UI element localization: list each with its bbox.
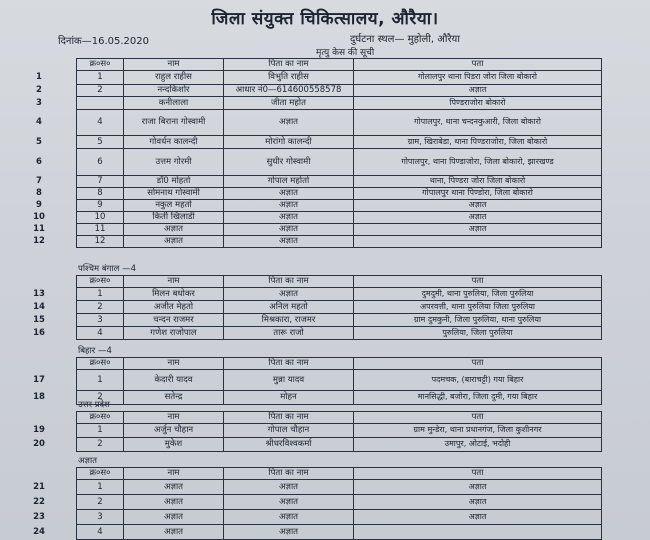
table-section — [76, 456, 602, 540]
name-cell: मिलन बधोकर — [124, 288, 224, 301]
father-cell: अज्ञात — [224, 200, 354, 212]
name-cell: सोमनाथ गोस्वामी — [124, 188, 224, 200]
serial-cell: 3 — [77, 510, 124, 525]
table-row — [77, 212, 602, 224]
address-cell: थाना, पिण्डरा जोरा जिला बोकारो — [354, 176, 602, 188]
row-number: 5 — [36, 136, 42, 147]
column-header-name: नाम — [124, 59, 224, 71]
address-cell: अज्ञात — [354, 495, 602, 510]
table-row — [77, 71, 602, 85]
serial-cell: 1 — [77, 480, 124, 495]
serial-cell: 4 — [77, 110, 124, 136]
serial-cell: 7 — [77, 176, 124, 188]
data-table — [76, 357, 602, 405]
row-number: 23 — [33, 511, 45, 522]
column-header-father: पिता का नाम — [224, 412, 354, 424]
row-number: 11 — [33, 224, 45, 234]
row-number: 20 — [33, 439, 45, 449]
data-table — [76, 467, 602, 540]
table-row — [77, 224, 602, 236]
father-cell: आधार नं0—614600558578 — [224, 85, 354, 97]
address-cell: अज्ञात — [354, 200, 602, 212]
father-cell: विभुति राहीस — [224, 71, 354, 85]
column-header-serial: क्र०स० — [77, 59, 124, 71]
section-label: अज्ञात — [78, 456, 97, 466]
table-header-row — [77, 276, 602, 288]
address-cell: अपरवत्ती, थाना पुरुलिया जिला पुरुलिया — [354, 301, 602, 314]
row-number: 3 — [36, 97, 42, 108]
serial-cell: 8 — [77, 188, 124, 200]
name-cell: डॉ0 मोहतो — [124, 176, 224, 188]
row-number: 13 — [33, 288, 45, 299]
row-number: 17 — [33, 374, 45, 385]
data-table — [76, 58, 602, 248]
address-cell — [354, 236, 602, 248]
name-cell: सतेन्द्र — [124, 391, 224, 405]
table-row — [77, 438, 602, 452]
table-section — [76, 264, 602, 340]
section-label: पश्चिम बंगाल —4 — [78, 264, 137, 274]
address-cell: पदमचक, (बाराचट्टी) गया बिहार — [354, 370, 602, 391]
name-cell: गणेश राजोपाल — [124, 327, 224, 340]
address-cell: अज्ञात — [354, 212, 602, 224]
address-cell: अज्ञात — [354, 480, 602, 495]
table-row — [77, 200, 602, 212]
row-number: 6 — [36, 156, 42, 167]
name-cell: केदारी यादव — [124, 370, 224, 391]
father-cell: अज्ञात — [224, 224, 354, 236]
column-header-address: पता — [354, 59, 602, 71]
father-cell: मोरांगो कालन्दी — [224, 136, 354, 149]
table-row — [77, 327, 602, 340]
father-cell: जीता महोत — [224, 97, 354, 110]
address-cell: अज्ञात — [354, 510, 602, 525]
row-number: 9 — [36, 200, 42, 210]
data-table — [76, 411, 602, 452]
father-cell: सुधीर गोस्वामी — [224, 149, 354, 176]
father-cell: अज्ञात — [224, 236, 354, 248]
address-cell — [354, 525, 602, 540]
column-header-father: पिता का नाम — [224, 468, 354, 480]
table-row — [77, 314, 602, 327]
row-number: 15 — [33, 314, 45, 325]
column-header-serial: क्र०स० — [77, 412, 124, 424]
serial-cell: 1 — [77, 370, 124, 391]
address-cell: गोपालपुर, थाना चन्दनकुआरी, जिला बोकारो — [354, 110, 602, 136]
data-table — [76, 275, 602, 340]
address-cell: पुरुलिया, जिला पुरुलिया — [354, 327, 602, 340]
name-cell: उत्तम गोरमी — [124, 149, 224, 176]
table-row — [77, 424, 602, 438]
father-cell: अज्ञात — [224, 110, 354, 136]
father-cell: श्रीधरविश्वकर्मा — [224, 438, 354, 452]
table-header-row — [77, 59, 602, 71]
serial-cell: 3 — [77, 314, 124, 327]
table-row — [77, 97, 602, 110]
address-cell: गोपालपुर, थाना पिण्डाजोरा, जिला बोकारो, झारखण्ड — [354, 149, 602, 176]
table-section — [76, 58, 602, 248]
column-header-father: पिता का नाम — [224, 276, 354, 288]
serial-cell: 2 — [77, 301, 124, 314]
father-cell: अज्ञात — [224, 212, 354, 224]
address-cell: अज्ञात — [354, 85, 602, 97]
address-cell: उमापुर, ओटाई, भदोही — [354, 438, 602, 452]
row-number: 19 — [33, 425, 45, 435]
address-cell: गोपालपुर थाना पिण्डोरा, जिला बोकारो — [354, 188, 602, 200]
column-header-name: नाम — [124, 358, 224, 370]
father-cell: अज्ञात — [224, 525, 354, 540]
table-row — [77, 495, 602, 510]
serial-cell: 2 — [77, 495, 124, 510]
column-header-name: नाम — [124, 276, 224, 288]
name-cell: राहुल राहीस — [124, 71, 224, 85]
serial-cell: 4 — [77, 525, 124, 540]
column-header-serial: क्र०स० — [77, 276, 124, 288]
column-header-address: पता — [354, 358, 602, 370]
father-cell: अज्ञात — [224, 288, 354, 301]
name-cell: अज्ञात — [124, 480, 224, 495]
father-cell: गोपाल चौहान — [224, 424, 354, 438]
row-number: 2 — [36, 85, 42, 95]
serial-cell: 5 — [77, 136, 124, 149]
address-cell: ग्राम मुन्डेरा, थाना प्रधानगंज, जिला कुशीनगर — [354, 424, 602, 438]
table-row — [77, 149, 602, 176]
table-row — [77, 510, 602, 525]
address-cell: गोलालपुर थाना पिडरा जोरा जिला बोकारो — [354, 71, 602, 85]
serial-cell: 1 — [77, 424, 124, 438]
column-header-serial: क्र०स० — [77, 468, 124, 480]
father-cell: मोहन — [224, 391, 354, 405]
name-cell: कनीलाला — [124, 97, 224, 110]
column-header-serial: क्र०स० — [77, 358, 124, 370]
row-number: 18 — [33, 392, 45, 402]
row-number: 12 — [33, 236, 45, 246]
name-cell: किर्ती खिलाडी — [124, 212, 224, 224]
accident-place: दुर्घटना स्थल— मुहोली, औरैया — [350, 34, 460, 45]
address-cell: पिण्डराजोरा बोकारो — [354, 97, 602, 110]
serial-cell: 6 — [77, 149, 124, 176]
column-header-address: पता — [354, 468, 602, 480]
serial-cell: 2 — [77, 391, 124, 405]
table-section — [76, 346, 602, 405]
column-header-name: नाम — [124, 412, 224, 424]
name-cell: अज्ञात — [124, 224, 224, 236]
name-cell: अज्ञात — [124, 495, 224, 510]
serial-cell: 1 — [77, 71, 124, 85]
row-number: 1 — [36, 72, 42, 82]
table-row — [77, 301, 602, 314]
table-row — [77, 176, 602, 188]
serial-cell: 11 — [77, 224, 124, 236]
row-number: 16 — [33, 327, 45, 338]
name-cell: अज्ञात — [124, 236, 224, 248]
father-cell: गोपाल महोतो — [224, 176, 354, 188]
row-number: 21 — [33, 481, 45, 492]
table-row — [77, 236, 602, 248]
serial-cell: 9 — [77, 200, 124, 212]
column-header-name: नाम — [124, 468, 224, 480]
row-number: 10 — [33, 212, 45, 222]
document-date: दिनांक—16.05.2020 — [58, 36, 149, 47]
address-cell: ग्राम, खिराबेडा, थाना पिण्डराजोरा, जिला बोकारो — [354, 136, 602, 149]
table-section — [76, 400, 602, 452]
father-cell: अज्ञात — [224, 480, 354, 495]
list-heading: मृत्यु केस की सूची — [316, 48, 375, 58]
address-cell: दुमदुमी, थाना पुरुलिया, जिला पुरुलिया — [354, 288, 602, 301]
address-cell: अज्ञात — [354, 224, 602, 236]
table-row — [77, 370, 602, 391]
serial-cell: 4 — [77, 327, 124, 340]
column-header-father: पिता का नाम — [224, 358, 354, 370]
name-cell: अर्जुन चौहान — [124, 424, 224, 438]
row-number: 4 — [36, 117, 42, 127]
row-number: 8 — [36, 188, 42, 198]
name-cell: गोवर्धन कालन्दी — [124, 136, 224, 149]
serial-cell: 2 — [77, 85, 124, 97]
father-cell: अनिल महतो — [224, 301, 354, 314]
row-number: 22 — [33, 496, 45, 507]
table-header-row — [77, 358, 602, 370]
table-row — [77, 480, 602, 495]
name-cell: नकुल महतो — [124, 200, 224, 212]
address-cell: मानसिद्धी, बजोरा, जिला दुमी, गया बिहार — [354, 391, 602, 405]
father-cell: मिश्रकारा, राजमर — [224, 314, 354, 327]
name-cell: नन्दकिशोर — [124, 85, 224, 97]
name-cell: अजीत मेहतो — [124, 301, 224, 314]
row-number: 14 — [33, 301, 45, 312]
section-label: बिहार —4 — [78, 346, 112, 356]
name-cell: अज्ञात — [124, 510, 224, 525]
address-cell: ग्राम दुमकुनी, जिला पुरुलिया, थाना पुरुलिया — [354, 314, 602, 327]
father-cell: अज्ञात — [224, 188, 354, 200]
row-number: 24 — [33, 526, 45, 537]
name-cell: राजा बिराना गोस्वामी — [124, 110, 224, 136]
section-label: उत्तर प्रदेश — [78, 400, 110, 410]
father-cell: मुन्ना यादव — [224, 370, 354, 391]
table-row — [77, 110, 602, 136]
document-title: जिला संयुक्त चिकित्सालय, औरैया। — [211, 9, 439, 29]
table-header-row — [77, 468, 602, 480]
serial-cell: 1 — [77, 288, 124, 301]
column-header-address: पता — [354, 276, 602, 288]
serial-cell: 12 — [77, 236, 124, 248]
name-cell: चन्दन राजमर — [124, 314, 224, 327]
table-row — [77, 288, 602, 301]
table-row — [77, 85, 602, 97]
serial-cell: 10 — [77, 212, 124, 224]
table-row — [77, 188, 602, 200]
father-cell: अज्ञात — [224, 495, 354, 510]
table-header-row — [77, 412, 602, 424]
row-number: 7 — [36, 176, 42, 186]
father-cell: अज्ञात — [224, 510, 354, 525]
column-header-father: पिता का नाम — [224, 59, 354, 71]
column-header-address: पता — [354, 412, 602, 424]
serial-cell — [77, 97, 124, 110]
table-row — [77, 525, 602, 540]
name-cell: मुकेश — [124, 438, 224, 452]
father-cell: तारू राजो — [224, 327, 354, 340]
table-row — [77, 136, 602, 149]
serial-cell: 2 — [77, 438, 124, 452]
name-cell: अज्ञात — [124, 525, 224, 540]
